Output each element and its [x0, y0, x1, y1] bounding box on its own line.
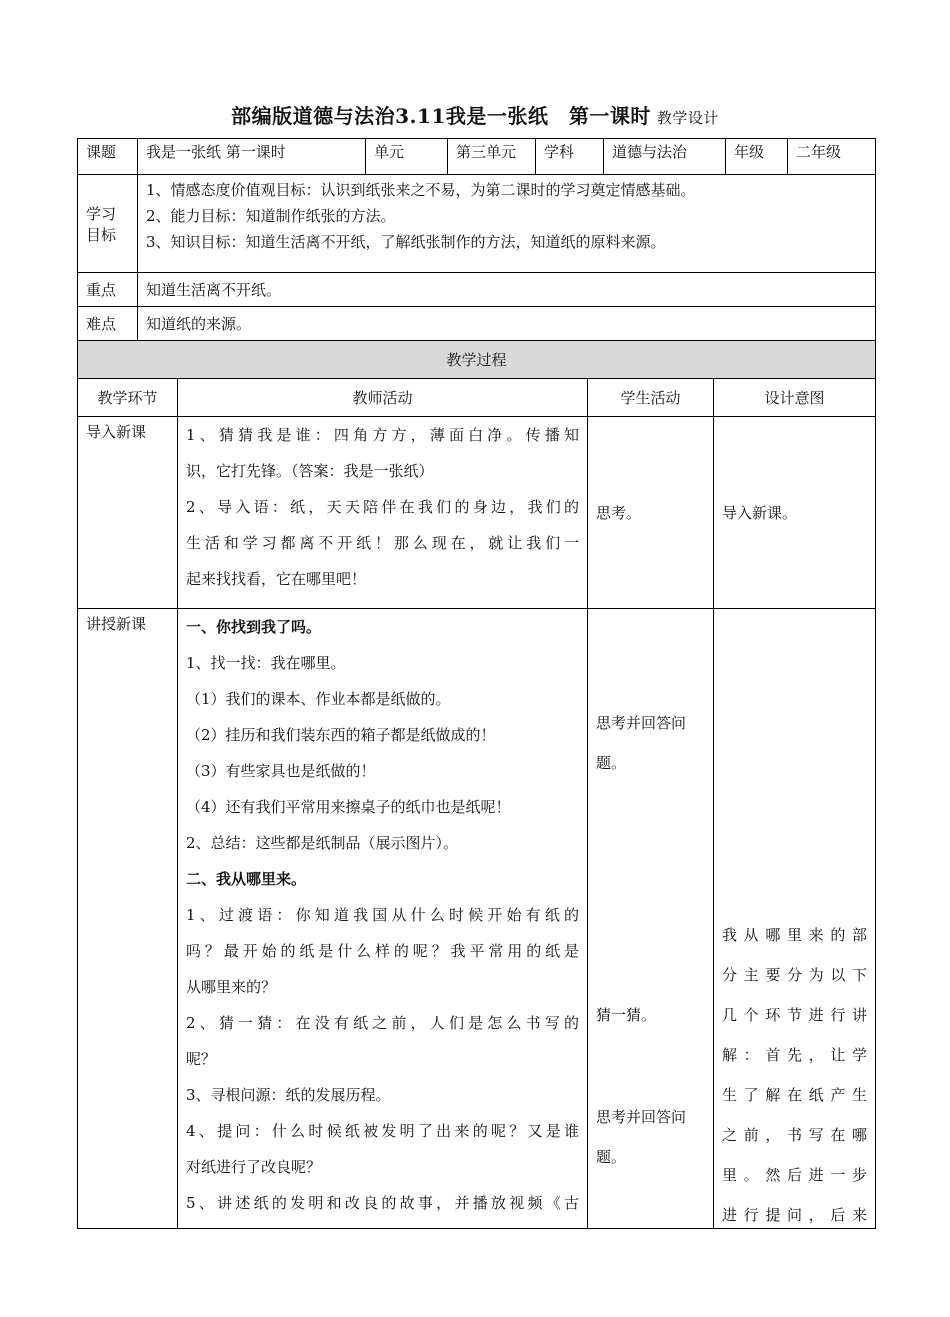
teach-teacher-line: 2、总结：这些都是纸制品（展示图片）。	[186, 834, 459, 852]
grade-label: 年级	[726, 139, 788, 175]
column-header: 教师活动	[178, 379, 588, 417]
unit-label: 单元	[366, 139, 448, 175]
process-table	[77, 340, 876, 1229]
key-point-label: 重点	[78, 273, 138, 307]
difficulty-label: 难点	[78, 307, 138, 341]
student-answer-3: 思考并回答问 题。	[596, 1108, 687, 1166]
student-answer-2: 猜一猜。	[596, 1006, 657, 1024]
column-header: 学生活动	[588, 379, 714, 417]
teach-teacher-line: 2、猜一猜：在没有纸之前，人们是怎么书写的	[186, 1014, 579, 1032]
goal-item: 2、能力目标：知道制作纸张的方法。	[146, 207, 396, 225]
process-heading: 教学过程	[78, 341, 876, 379]
goals-content	[138, 175, 876, 273]
goals-label: 学习 目标	[78, 175, 138, 273]
subject-label: 学科	[536, 139, 604, 175]
column-header: 设计意图	[714, 379, 876, 417]
teach-teacher-line: 1、找一找：我在哪里。	[186, 654, 346, 672]
difficulty-value: 知道纸的来源。	[138, 307, 876, 341]
grade-value: 二年级	[788, 139, 876, 175]
teach-teacher-line: 呢？	[186, 1050, 217, 1068]
course-label: 课题	[78, 139, 138, 175]
teach-student	[588, 609, 714, 1229]
intro-stage: 导入新课	[78, 417, 178, 609]
teach-teacher-line: （4）还有我们平常用来擦桌子的纸巾也是纸呢！	[186, 798, 511, 816]
teach-teacher-line: （2）挂历和我们装东西的箱子都是纸做成的！	[186, 726, 496, 744]
section-heading: 二、我从哪里来。	[186, 870, 307, 888]
title-sub: 教学设计	[656, 109, 719, 127]
teach-teacher-line: 从哪里来的？	[186, 978, 277, 996]
teach-intent-text: 我从哪里来的部 分主要分为以下 几个环节进行讲 解：首先，让学 生了解在纸产生 之前，书写在哪 里。然后进一步 进行提问，后来	[722, 926, 868, 1224]
goal-item: 1、情感态度价值观目标：认识到纸张来之不易，为第二课时的学习奠定情感基础。	[146, 181, 696, 199]
intro-teacher	[178, 417, 588, 609]
teach-teacher-line: 5、讲述纸的发明和改良的故事，并播放视频《古	[186, 1194, 579, 1212]
teach-teacher-line: （3）有些家具也是纸做的！	[186, 762, 376, 780]
teach-stage: 讲授新课	[78, 609, 178, 1229]
document-title	[0, 100, 950, 129]
teach-teacher	[178, 609, 588, 1229]
section-heading: 一、你找到我了吗。	[186, 618, 322, 636]
teach-teacher-line: 吗？最开始的纸是什么样的呢？我平常用的纸是	[186, 942, 579, 960]
teach-teacher-line: 3、寻根问源：纸的发展历程。	[186, 1086, 391, 1104]
teach-intent	[714, 609, 876, 1229]
teach-teacher-line: （1）我们的课本、作业本都是纸做的。	[186, 690, 451, 708]
unit-value: 第三单元	[448, 139, 536, 175]
intro-teacher-line: 起来找找看，它在哪里吧！	[186, 570, 367, 588]
title-main: 部编版道德与法治3.11我是一张纸 第一课时	[231, 104, 651, 128]
course-value: 我是一张纸 第一课时	[138, 139, 366, 175]
goal-item: 3、知识目标：知道生活离不开纸，了解纸张制作的方法，知道纸的原料来源。	[146, 233, 666, 251]
column-header: 教学环节	[78, 379, 178, 417]
intro-teacher-line: 1、猜猜我是谁：四角方方，薄面白净。传播知	[186, 426, 579, 444]
info-table	[77, 138, 876, 341]
key-point-value: 知道生活离不开纸。	[138, 273, 876, 307]
subject-value: 道德与法治	[604, 139, 726, 175]
student-answer-1: 思考并回答问 题。	[596, 714, 687, 772]
teach-teacher-line: 4、提问：什么时候纸被发明了出来的呢？又是谁	[186, 1122, 579, 1140]
teach-teacher-line: 对纸进行了改良呢？	[186, 1158, 322, 1176]
intro-intent: 导入新课。	[714, 417, 876, 609]
intro-teacher-line: 识，它打先锋。（答案：我是一张纸）	[186, 462, 434, 480]
teach-teacher-line: 1、过渡语：你知道我国从什么时候开始有纸的	[186, 906, 579, 924]
intro-teacher-line: 2、导入语：纸，天天陪伴在我们的身边，我们的	[186, 498, 579, 516]
intro-student: 思考。	[588, 417, 714, 609]
intro-teacher-line: 生活和学习都离不开纸！那么现在，就让我们一	[186, 534, 579, 552]
